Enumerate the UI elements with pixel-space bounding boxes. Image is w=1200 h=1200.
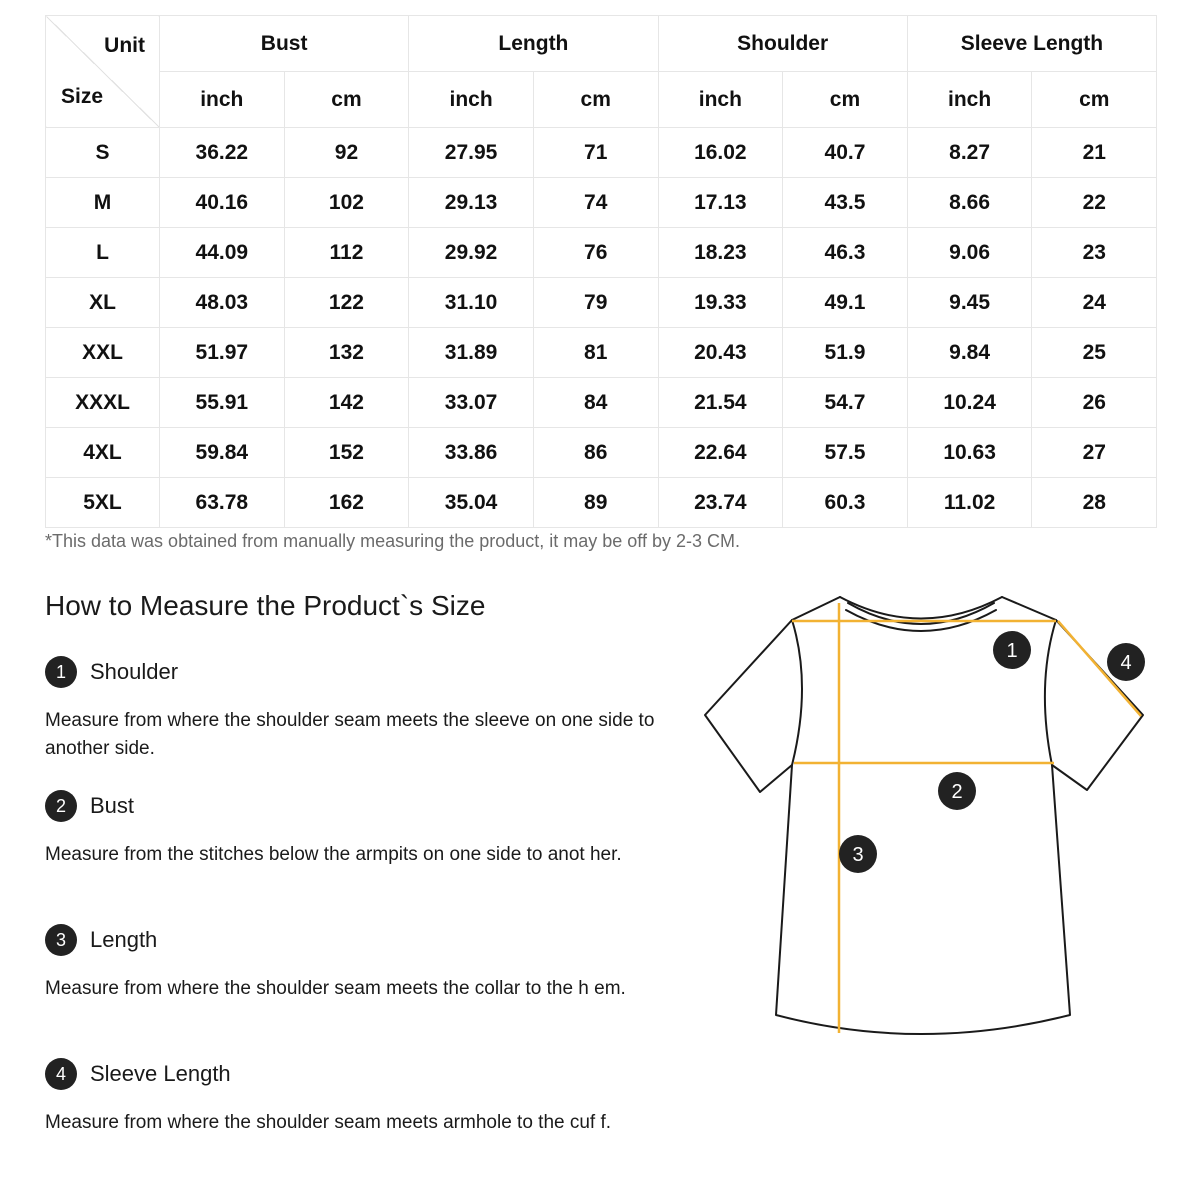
measurement-cell: 22	[1032, 178, 1157, 228]
step-length	[45, 923, 655, 1003]
measurement-footnote: *This data was obtained from manually measuring the product, it may be off by 2-3 CM.	[45, 531, 741, 551]
step-title: Length	[90, 927, 158, 952]
measurement-cell: 71	[533, 128, 658, 178]
tshirt-diagram	[700, 585, 1150, 1050]
measurement-cell: 142	[284, 378, 409, 428]
step-number-badge: 3	[45, 924, 77, 956]
measurement-cell: 9.06	[907, 228, 1032, 278]
table-row	[46, 428, 1157, 478]
table-row	[46, 128, 1157, 178]
measurement-cell: 49.1	[783, 278, 908, 328]
measurement-cell: 23.74	[658, 478, 783, 528]
table-row	[46, 378, 1157, 428]
header-bust: Bust	[160, 16, 409, 72]
marker-1-label: 1	[1006, 640, 1018, 662]
header-sleeve-length: Sleeve Length	[907, 16, 1156, 72]
size-cell: XL	[46, 278, 160, 328]
size-cell: S	[46, 128, 160, 178]
step-title: Bust	[90, 793, 135, 818]
measurement-cell: 8.66	[907, 178, 1032, 228]
size-cell: XXXL	[46, 378, 160, 428]
corner-unit-label: Unit	[104, 34, 145, 57]
tshirt-armhole-left	[792, 620, 802, 765]
measurement-cell: 17.13	[658, 178, 783, 228]
measurement-cell: 132	[284, 328, 409, 378]
marker-3-label: 3	[852, 844, 864, 866]
measurement-cell: 51.9	[783, 328, 908, 378]
measurement-cell: 46.3	[783, 228, 908, 278]
measurement-cell: 92	[284, 128, 409, 178]
measurement-cell: 10.63	[907, 428, 1032, 478]
step-description: Measure from where the shoulder seam meets armhole to the cuf f.	[45, 1112, 612, 1133]
table-corner-cell	[46, 16, 160, 128]
measurement-cell: 54.7	[783, 378, 908, 428]
size-cell: 4XL	[46, 428, 160, 478]
size-cell: L	[46, 228, 160, 278]
measurement-cell: 16.02	[658, 128, 783, 178]
tshirt-armhole-right	[1045, 620, 1056, 765]
measurement-cell: 29.92	[409, 228, 534, 278]
measurement-cell: 79	[533, 278, 658, 328]
marker-2-label: 2	[951, 781, 963, 803]
measurement-cell: 40.16	[160, 178, 285, 228]
measurement-cell: 27.95	[409, 128, 534, 178]
measurement-cell: 11.02	[907, 478, 1032, 528]
step-sleeve-length	[45, 1057, 655, 1137]
measurement-cell: 27	[1032, 428, 1157, 478]
measurement-cell: 23	[1032, 228, 1157, 278]
table-body	[46, 128, 1157, 528]
measurement-cell: 86	[533, 428, 658, 478]
measurement-cell: 102	[284, 178, 409, 228]
measurement-cell: 43.5	[783, 178, 908, 228]
measurement-cell: 44.09	[160, 228, 285, 278]
measurement-cell: 10.24	[907, 378, 1032, 428]
step-bust	[45, 789, 655, 869]
step-number-badge: 1	[45, 656, 77, 688]
unit-header: cm	[1032, 72, 1157, 128]
measurement-cell: 18.23	[658, 228, 783, 278]
measurement-cell: 60.3	[783, 478, 908, 528]
step-title: Sleeve Length	[90, 1061, 231, 1086]
measurement-cell: 20.43	[658, 328, 783, 378]
unit-header: cm	[284, 72, 409, 128]
header-shoulder: Shoulder	[658, 16, 907, 72]
measurement-cell: 84	[533, 378, 658, 428]
size-cell: XXL	[46, 328, 160, 378]
tshirt-collar-outer	[840, 597, 1002, 619]
unit-header: cm	[533, 72, 658, 128]
marker-4	[1107, 643, 1145, 681]
measurement-cell: 48.03	[160, 278, 285, 328]
measurement-cell: 59.84	[160, 428, 285, 478]
table-row	[46, 328, 1157, 378]
measurement-cell: 57.5	[783, 428, 908, 478]
corner-size-label: Size	[61, 85, 104, 108]
measurement-cell: 40.7	[783, 128, 908, 178]
table-header-units	[46, 72, 1157, 128]
marker-4-label: 4	[1120, 652, 1132, 674]
measurement-cell: 9.84	[907, 328, 1032, 378]
measurement-cell: 31.89	[409, 328, 534, 378]
measurement-cell: 29.13	[409, 178, 534, 228]
measurement-cell: 21.54	[658, 378, 783, 428]
step-description: Measure from where the shoulder seam meets the sleeve on one side to another side.	[45, 710, 655, 759]
measurement-cell: 35.04	[409, 478, 534, 528]
step-description: Measure from the stitches below the armpits on one side to anot her.	[45, 844, 622, 865]
marker-3	[839, 835, 877, 873]
measurement-cell: 51.97	[160, 328, 285, 378]
unit-header: inch	[160, 72, 285, 128]
unit-header: cm	[783, 72, 908, 128]
step-shoulder	[45, 655, 655, 763]
size-cell: 5XL	[46, 478, 160, 528]
step-number-badge: 2	[45, 790, 77, 822]
table-row	[46, 178, 1157, 228]
marker-2	[938, 772, 976, 810]
measurement-cell: 162	[284, 478, 409, 528]
measurement-cell: 74	[533, 178, 658, 228]
measurement-cell: 33.86	[409, 428, 534, 478]
table-header-groups	[46, 16, 1157, 72]
measurement-cell: 122	[284, 278, 409, 328]
measurement-cell: 24	[1032, 278, 1157, 328]
measurement-cell: 25	[1032, 328, 1157, 378]
table-row	[46, 278, 1157, 328]
unit-header: inch	[907, 72, 1032, 128]
measurement-cell: 63.78	[160, 478, 285, 528]
unit-header: inch	[409, 72, 534, 128]
measurement-cell: 36.22	[160, 128, 285, 178]
how-to-measure-title: How to Measure the Product`s Size	[45, 590, 486, 621]
table-row	[46, 228, 1157, 278]
step-title: Shoulder	[90, 659, 179, 684]
marker-1	[993, 631, 1031, 669]
tshirt-outline	[705, 597, 1143, 1034]
step-number-badge: 4	[45, 1058, 77, 1090]
measurement-cell: 89	[533, 478, 658, 528]
measurement-cell: 19.33	[658, 278, 783, 328]
measurement-cell: 28	[1032, 478, 1157, 528]
measurement-cell: 21	[1032, 128, 1157, 178]
measurement-cell: 9.45	[907, 278, 1032, 328]
table-row	[46, 478, 1157, 528]
measurement-cell: 31.10	[409, 278, 534, 328]
size-cell: M	[46, 178, 160, 228]
measurement-cell: 26	[1032, 378, 1157, 428]
measurement-cell: 152	[284, 428, 409, 478]
measurement-cell: 81	[533, 328, 658, 378]
measurement-cell: 112	[284, 228, 409, 278]
unit-header: inch	[658, 72, 783, 128]
step-description: Measure from where the shoulder seam meets the collar to the h em.	[45, 978, 626, 999]
measurement-cell: 22.64	[658, 428, 783, 478]
measurement-cell: 33.07	[409, 378, 534, 428]
size-chart-table	[45, 15, 1157, 528]
measurement-cell: 76	[533, 228, 658, 278]
header-length: Length	[409, 16, 658, 72]
measurement-cell: 8.27	[907, 128, 1032, 178]
measurement-cell: 55.91	[160, 378, 285, 428]
